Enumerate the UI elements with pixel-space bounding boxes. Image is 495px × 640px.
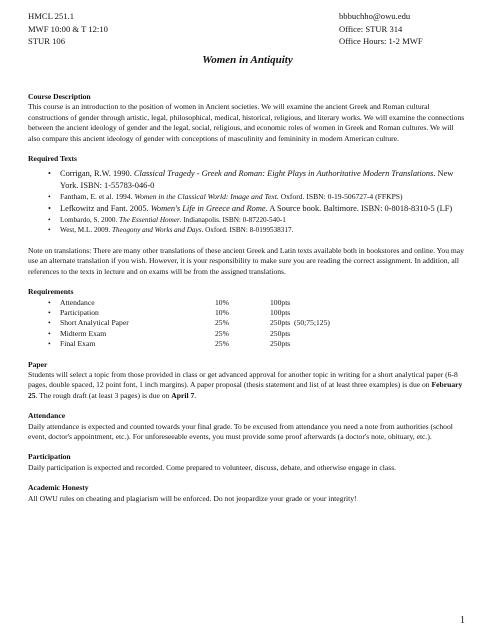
list-item: • Lefkowitz and Fant. 2005. Women's Life in Greece and Rome. A Source book. Baltimore. ISBN: 0-8018-8310-5 (LF): [60, 203, 467, 214]
section-heading: Academic Honesty: [28, 483, 89, 493]
section-heading: Requirements: [28, 287, 74, 297]
table-row: • Midterm Exam 25% 250pts: [60, 329, 467, 339]
section-heading: Required Texts: [28, 154, 78, 164]
table-row: • Short Analytical Paper 25% 250pts (50;75;125): [60, 318, 467, 328]
section-heading: Attendance: [28, 411, 66, 421]
table-row: • Participation 10% 100pts: [60, 308, 467, 318]
header-row: [28, 10, 467, 23]
office-hours: Office Hours: 1-2 MWF: [339, 36, 423, 47]
section-heading: Course Description: [28, 92, 91, 101]
attendance-text: Daily attendance is expected and counted towards your final grade. To be excused from attendance you need a note from authorities (school event, doctor's appointment, etc.). For unforeseeable events, you must provide some proof afterwards (a doctor's note, obituary, etc.).: [28, 421, 453, 442]
document-title: Women in Antiquity: [202, 54, 293, 66]
instructor-email: bbbuchho@owu.edu: [339, 11, 411, 21]
section-heading: Paper: [28, 359, 48, 369]
list-item: • West, M.L. 2009. Theogony and Works and Days. Oxford. ISBN: 8-0199538317.: [60, 225, 467, 235]
office-location: Office: STUR 314: [339, 23, 403, 34]
participation-text: Daily participation is expected and recorded. Come prepared to volunteer, discuss, debate, and otherwise engage in class.: [28, 462, 397, 472]
requirements-table: [28, 298, 467, 350]
section-heading: Participation: [28, 452, 71, 462]
header-row: [28, 35, 467, 48]
page-number: 1: [460, 615, 465, 626]
course-header: [28, 10, 467, 48]
list-item: • Fantham, E. et al. 1994. Women in the Classical World: Image and Text. Oxford. ISBN: 0-19-506727-4 (FFKPS): [60, 192, 467, 202]
course-code: HMCL 251.1: [28, 11, 74, 21]
required-texts-list: [28, 168, 467, 235]
course-schedule: MWF 10:00 & T 12:10: [28, 23, 108, 34]
course-description-text: This course is an introduction to the position of women in Ancient societies. We will examine the ancient Greek and Roman cultural constructions of gender through artistic, legal, philosophical, medical, historical, religious, and literary works. We will examine the connections between the ancient ideology of gender and the legal, social, religious, and economic roles of women in Greek and Roman cultures. We will also compare this ancient ideology of gender with conceptions of masculinity and femininity in modern American culture.: [28, 102, 465, 143]
list-item: • Lombardo, S. 2000. The Essential Homer. Indianapolis. ISBN: 0-87220-540-1: [60, 215, 467, 225]
translation-note: Note on translations: There are many other translations of these ancient Greek and Latin texts available both in bookstores and online. You may use an alternate translation if you wish. However, it is your responsibility to make sure you are reading the correct assignment. In addition, all references to the texts in lecture and on exams will be from the assigned translations.: [28, 245, 464, 276]
paper-text: Students will select a topic from those provided in class or get advanced approval for another topic in writing for a short analytical paper (6-8 pages, double spaced, 12 point font, 1 inch margins). A paper proposal (thesis statement and list of at least three examples) is due on February 25. The rough draft (at least 3 pages) is due on April 7.: [28, 370, 463, 400]
header-row: [28, 23, 467, 36]
honesty-text: All OWU rules on cheating and plagiarism will be enforced. Do not jeopardize your grade or your integrity!: [28, 493, 357, 503]
list-item: • Corrigan, R.W. 1990. Classical Tragedy - Greek and Roman: Eight Plays in Authoritative Modern Translations. New York. ISBN: 1-55783-046-0: [60, 168, 467, 191]
table-row: • Final Exam 25% 250pts: [60, 339, 467, 349]
classroom: STUR 106: [28, 36, 66, 47]
syllabus-body: [28, 92, 467, 504]
table-row: • Attendance 10% 100pts: [60, 298, 467, 308]
